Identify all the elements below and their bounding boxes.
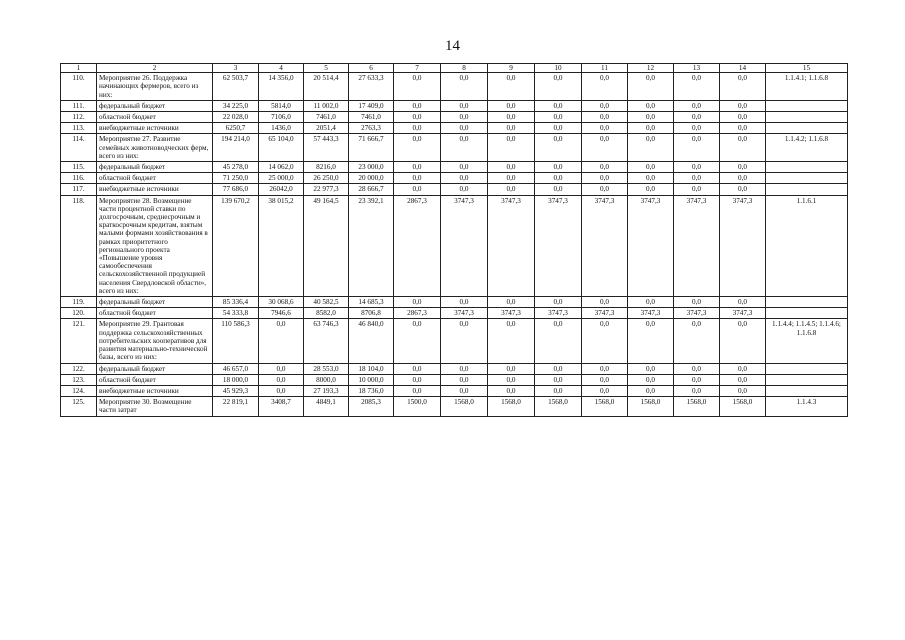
value-cell: 0,0 (441, 184, 488, 195)
table-row (61, 363, 848, 374)
row-number: 116. (61, 173, 97, 184)
value-cell: 0,0 (394, 297, 441, 308)
row-reference: 1.1.4.1; 1.1.6.8 (766, 73, 848, 101)
value-cell: 3747,3 (674, 308, 720, 319)
value-cell: 3747,3 (628, 195, 674, 296)
value-cell: 0,0 (441, 363, 488, 374)
table-row (61, 173, 848, 184)
row-number: 111. (61, 100, 97, 111)
value-cell: 3747,3 (535, 195, 582, 296)
value-cell: 0,0 (582, 374, 628, 385)
value-cell: 0,0 (394, 184, 441, 195)
value-cell: 0,0 (441, 173, 488, 184)
value-cell: 3747,3 (720, 195, 766, 296)
row-number: 114. (61, 134, 97, 162)
table-row (61, 319, 848, 363)
value-cell: 20 000,0 (349, 173, 394, 184)
value-cell: 0,0 (441, 162, 488, 173)
value-cell: 0,0 (720, 123, 766, 134)
table-row (61, 297, 848, 308)
value-cell: 0,0 (394, 363, 441, 374)
value-cell: 0,0 (628, 134, 674, 162)
value-cell: 65 104,0 (259, 134, 304, 162)
value-cell: 0,0 (582, 112, 628, 123)
value-cell: 0,0 (394, 319, 441, 363)
value-cell: 0,0 (535, 73, 582, 101)
value-cell: 0,0 (720, 73, 766, 101)
value-cell: 63 746,3 (304, 319, 349, 363)
value-cell: 0,0 (488, 319, 535, 363)
row-reference (766, 162, 848, 173)
value-cell: 0,0 (674, 363, 720, 374)
value-cell: 0,0 (582, 73, 628, 101)
value-cell: 0,0 (720, 374, 766, 385)
value-cell: 0,0 (441, 112, 488, 123)
table-row (61, 184, 848, 195)
value-cell: 1568,0 (628, 397, 674, 416)
value-cell: 2085,3 (349, 397, 394, 416)
row-name: Мероприятие 27. Развитие семейных животноводческих ферм, всего из них: (97, 134, 213, 162)
value-cell: 0,0 (720, 112, 766, 123)
value-cell: 0,0 (259, 385, 304, 396)
value-cell: 23 392,1 (349, 195, 394, 296)
value-cell: 0,0 (259, 319, 304, 363)
column-header: 13 (674, 64, 720, 73)
row-number: 125. (61, 397, 97, 416)
row-reference (766, 385, 848, 396)
row-number: 112. (61, 112, 97, 123)
value-cell: 1568,0 (582, 397, 628, 416)
value-cell: 0,0 (488, 100, 535, 111)
value-cell: 0,0 (535, 374, 582, 385)
row-number: 120. (61, 308, 97, 319)
value-cell: 22 819,1 (213, 397, 259, 416)
value-cell: 45 278,0 (213, 162, 259, 173)
value-cell: 0,0 (535, 319, 582, 363)
table-body (61, 73, 848, 416)
value-cell: 0,0 (628, 73, 674, 101)
row-number: 119. (61, 297, 97, 308)
value-cell: 0,0 (394, 112, 441, 123)
value-cell: 0,0 (535, 173, 582, 184)
value-cell: 0,0 (394, 374, 441, 385)
value-cell: 17 409,0 (349, 100, 394, 111)
row-number: 113. (61, 123, 97, 134)
value-cell: 0,0 (628, 374, 674, 385)
row-reference: 1.1.4.2; 1.1.6.8 (766, 134, 848, 162)
value-cell: 0,0 (535, 100, 582, 111)
row-number: 110. (61, 73, 97, 101)
value-cell: 0,0 (535, 112, 582, 123)
column-header: 7 (394, 64, 441, 73)
value-cell: 8706,8 (349, 308, 394, 319)
value-cell: 27 193,3 (304, 385, 349, 396)
value-cell: 45 929,3 (213, 385, 259, 396)
value-cell: 0,0 (535, 134, 582, 162)
value-cell: 0,0 (628, 385, 674, 396)
value-cell: 0,0 (582, 363, 628, 374)
value-cell: 0,0 (488, 73, 535, 101)
column-header: 3 (213, 64, 259, 73)
table-row (61, 73, 848, 101)
value-cell: 49 164,5 (304, 195, 349, 296)
row-name: федеральный бюджет (97, 162, 213, 173)
value-cell: 0,0 (488, 173, 535, 184)
value-cell: 0,0 (720, 319, 766, 363)
row-name: областной бюджет (97, 112, 213, 123)
header-row (61, 64, 848, 73)
value-cell: 85 336,4 (213, 297, 259, 308)
value-cell: 0,0 (441, 134, 488, 162)
value-cell: 22 977,3 (304, 184, 349, 195)
value-cell: 0,0 (674, 112, 720, 123)
value-cell: 0,0 (720, 184, 766, 195)
value-cell: 54 333,8 (213, 308, 259, 319)
value-cell: 26042,0 (259, 184, 304, 195)
value-cell: 2867,3 (394, 308, 441, 319)
value-cell: 0,0 (582, 385, 628, 396)
value-cell: 2051,4 (304, 123, 349, 134)
row-name: Мероприятие 26. Поддержка начинающих фермеров, всего из них: (97, 73, 213, 101)
value-cell: 0,0 (488, 374, 535, 385)
value-cell: 18 104,0 (349, 363, 394, 374)
value-cell: 14 685,3 (349, 297, 394, 308)
value-cell: 0,0 (441, 385, 488, 396)
value-cell: 0,0 (674, 184, 720, 195)
value-cell: 0,0 (674, 319, 720, 363)
column-header: 10 (535, 64, 582, 73)
value-cell: 0,0 (488, 112, 535, 123)
row-number: 117. (61, 184, 97, 195)
row-number: 122. (61, 363, 97, 374)
value-cell: 0,0 (259, 374, 304, 385)
value-cell: 3747,3 (441, 308, 488, 319)
row-name: областной бюджет (97, 374, 213, 385)
value-cell: 71 250,0 (213, 173, 259, 184)
value-cell: 34 225,0 (213, 100, 259, 111)
value-cell: 0,0 (535, 385, 582, 396)
row-reference (766, 374, 848, 385)
value-cell: 1436,0 (259, 123, 304, 134)
row-reference: 1.1.4.4; 1.1.4.5; 1.1.4.6; 1.1.6.8 (766, 319, 848, 363)
value-cell: 0,0 (720, 363, 766, 374)
value-cell: 0,0 (441, 100, 488, 111)
value-cell: 0,0 (628, 319, 674, 363)
value-cell: 1568,0 (720, 397, 766, 416)
value-cell: 0,0 (582, 123, 628, 134)
column-header: 6 (349, 64, 394, 73)
row-reference (766, 297, 848, 308)
row-name: федеральный бюджет (97, 100, 213, 111)
value-cell: 0,0 (674, 134, 720, 162)
value-cell: 0,0 (535, 184, 582, 195)
value-cell: 0,0 (394, 73, 441, 101)
value-cell: 57 443,3 (304, 134, 349, 162)
value-cell: 2763,3 (349, 123, 394, 134)
value-cell: 0,0 (720, 162, 766, 173)
table-row (61, 195, 848, 296)
value-cell: 0,0 (582, 134, 628, 162)
value-cell: 0,0 (674, 123, 720, 134)
table-row (61, 134, 848, 162)
value-cell: 11 002,0 (304, 100, 349, 111)
value-cell: 0,0 (674, 162, 720, 173)
row-reference (766, 184, 848, 195)
value-cell: 0,0 (441, 374, 488, 385)
table-row (61, 397, 848, 416)
value-cell: 0,0 (582, 162, 628, 173)
column-header: 11 (582, 64, 628, 73)
value-cell: 18 000,0 (213, 374, 259, 385)
value-cell: 0,0 (628, 297, 674, 308)
value-cell: 38 015,2 (259, 195, 304, 296)
value-cell: 0,0 (488, 385, 535, 396)
value-cell: 0,0 (674, 297, 720, 308)
value-cell: 0,0 (441, 123, 488, 134)
value-cell: 5814,0 (259, 100, 304, 111)
value-cell: 110 586,3 (213, 319, 259, 363)
column-header: 4 (259, 64, 304, 73)
table-row (61, 374, 848, 385)
value-cell: 0,0 (674, 100, 720, 111)
value-cell: 0,0 (394, 173, 441, 184)
value-cell: 194 214,0 (213, 134, 259, 162)
value-cell: 0,0 (535, 162, 582, 173)
row-name: внебюджетные источники (97, 184, 213, 195)
value-cell: 0,0 (720, 134, 766, 162)
value-cell: 28 553,0 (304, 363, 349, 374)
row-number: 124. (61, 385, 97, 396)
value-cell: 7946,6 (259, 308, 304, 319)
table-row (61, 112, 848, 123)
table-header (61, 64, 848, 73)
row-name: Мероприятие 30. Возмещение части затрат (97, 397, 213, 416)
value-cell: 26 250,0 (304, 173, 349, 184)
value-cell: 7106,0 (259, 112, 304, 123)
column-header: 8 (441, 64, 488, 73)
value-cell: 0,0 (488, 162, 535, 173)
row-name: Мероприятие 29. Грантовая поддержка сельскохозяйственных потребительских кооперативов для развития материально-технической базы, всего из них: (97, 319, 213, 363)
value-cell: 0,0 (628, 162, 674, 173)
value-cell: 0,0 (535, 123, 582, 134)
value-cell: 139 670,2 (213, 195, 259, 296)
value-cell: 3747,3 (441, 195, 488, 296)
value-cell: 23 000,0 (349, 162, 394, 173)
value-cell: 0,0 (582, 100, 628, 111)
column-header: 14 (720, 64, 766, 73)
row-reference (766, 308, 848, 319)
value-cell: 18 736,0 (349, 385, 394, 396)
table-row (61, 385, 848, 396)
column-header: 2 (97, 64, 213, 73)
value-cell: 3747,3 (582, 308, 628, 319)
value-cell: 27 633,3 (349, 73, 394, 101)
column-header: 1 (61, 64, 97, 73)
table-row (61, 162, 848, 173)
value-cell: 0,0 (674, 173, 720, 184)
value-cell: 2867,3 (394, 195, 441, 296)
table-row (61, 308, 848, 319)
value-cell: 3747,3 (488, 308, 535, 319)
value-cell: 1568,0 (674, 397, 720, 416)
value-cell: 40 582,5 (304, 297, 349, 308)
row-name: областной бюджет (97, 308, 213, 319)
value-cell: 3747,3 (582, 195, 628, 296)
value-cell: 3747,3 (674, 195, 720, 296)
value-cell: 8216,0 (304, 162, 349, 173)
column-header: 5 (304, 64, 349, 73)
value-cell: 0,0 (674, 374, 720, 385)
value-cell: 10 000,0 (349, 374, 394, 385)
value-cell: 62 503,7 (213, 73, 259, 101)
value-cell: 0,0 (720, 297, 766, 308)
value-cell: 25 000,0 (259, 173, 304, 184)
table-row (61, 100, 848, 111)
row-reference: 1.1.6.1 (766, 195, 848, 296)
value-cell: 7461,0 (304, 112, 349, 123)
value-cell: 4849,1 (304, 397, 349, 416)
value-cell: 0,0 (488, 363, 535, 374)
value-cell: 0,0 (628, 100, 674, 111)
value-cell: 77 686,0 (213, 184, 259, 195)
value-cell: 3747,3 (628, 308, 674, 319)
value-cell: 0,0 (394, 385, 441, 396)
row-number: 118. (61, 195, 97, 296)
column-header: 15 (766, 64, 848, 73)
value-cell: 0,0 (628, 363, 674, 374)
value-cell: 0,0 (394, 100, 441, 111)
value-cell: 6250,7 (213, 123, 259, 134)
column-header: 9 (488, 64, 535, 73)
value-cell: 8582,0 (304, 308, 349, 319)
value-cell: 0,0 (394, 134, 441, 162)
value-cell: 0,0 (441, 297, 488, 308)
value-cell: 0,0 (488, 123, 535, 134)
row-name: внебюджетные источники (97, 123, 213, 134)
row-reference (766, 123, 848, 134)
value-cell: 0,0 (628, 112, 674, 123)
value-cell: 0,0 (628, 123, 674, 134)
value-cell: 3747,3 (535, 308, 582, 319)
value-cell: 1568,0 (441, 397, 488, 416)
value-cell: 0,0 (488, 184, 535, 195)
value-cell: 0,0 (394, 123, 441, 134)
value-cell: 0,0 (535, 297, 582, 308)
row-reference: 1.1.4.3 (766, 397, 848, 416)
value-cell: 0,0 (582, 184, 628, 195)
value-cell: 3408,7 (259, 397, 304, 416)
value-cell: 0,0 (720, 385, 766, 396)
value-cell: 0,0 (582, 173, 628, 184)
value-cell: 0,0 (394, 162, 441, 173)
value-cell: 0,0 (720, 173, 766, 184)
value-cell: 14 062,0 (259, 162, 304, 173)
budget-table (60, 63, 848, 417)
value-cell: 1568,0 (535, 397, 582, 416)
row-reference (766, 100, 848, 111)
value-cell: 0,0 (582, 319, 628, 363)
row-number: 115. (61, 162, 97, 173)
value-cell: 0,0 (582, 297, 628, 308)
row-number: 121. (61, 319, 97, 363)
value-cell: 0,0 (720, 100, 766, 111)
row-reference (766, 112, 848, 123)
value-cell: 8000,0 (304, 374, 349, 385)
value-cell: 0,0 (674, 385, 720, 396)
value-cell: 20 514,4 (304, 73, 349, 101)
row-name: федеральный бюджет (97, 297, 213, 308)
value-cell: 0,0 (259, 363, 304, 374)
value-cell: 3747,3 (488, 195, 535, 296)
column-header: 12 (628, 64, 674, 73)
value-cell: 22 028,0 (213, 112, 259, 123)
row-reference (766, 363, 848, 374)
page-number: 14 (445, 38, 460, 54)
row-name: внебюджетные источники (97, 385, 213, 396)
value-cell: 71 666,7 (349, 134, 394, 162)
value-cell: 14 356,0 (259, 73, 304, 101)
row-name: областной бюджет (97, 173, 213, 184)
value-cell: 0,0 (488, 134, 535, 162)
value-cell: 0,0 (441, 319, 488, 363)
value-cell: 46 657,0 (213, 363, 259, 374)
value-cell: 30 068,6 (259, 297, 304, 308)
value-cell: 0,0 (535, 363, 582, 374)
row-name: Мероприятие 28. Возмещение части процентной ставки по долгосрочным, среднесрочным и краткосрочным кредитам, взятым малыми формами хозяйствования в рамках приоритетного регионального проекта «Повышение уровня самообеспечения сельскохозяйственной продукцией населения Свердловской области», всего из них: (97, 195, 213, 296)
row-number: 123. (61, 374, 97, 385)
row-reference (766, 173, 848, 184)
row-name: федеральный бюджет (97, 363, 213, 374)
value-cell: 28 666,7 (349, 184, 394, 195)
table-row (61, 123, 848, 134)
value-cell: 3747,3 (720, 308, 766, 319)
value-cell: 0,0 (628, 173, 674, 184)
value-cell: 1568,0 (488, 397, 535, 416)
value-cell: 0,0 (488, 297, 535, 308)
value-cell: 0,0 (628, 184, 674, 195)
value-cell: 7461,0 (349, 112, 394, 123)
value-cell: 0,0 (674, 73, 720, 101)
value-cell: 1500,0 (394, 397, 441, 416)
value-cell: 46 840,0 (349, 319, 394, 363)
value-cell: 0,0 (441, 73, 488, 101)
